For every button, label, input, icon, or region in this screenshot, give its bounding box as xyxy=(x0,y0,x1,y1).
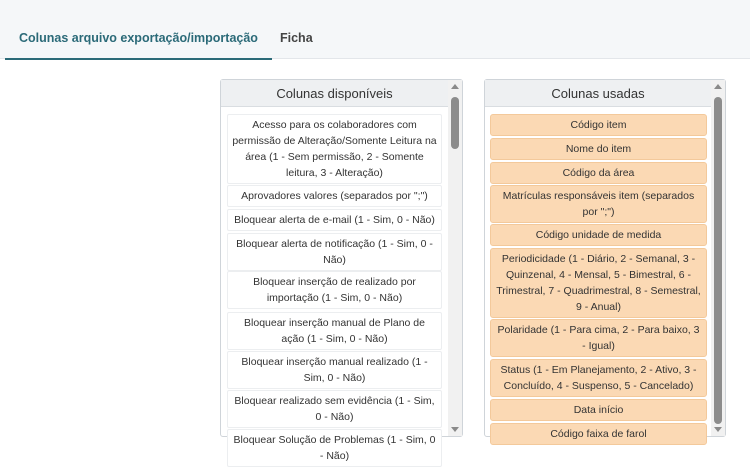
available-columns-panel xyxy=(220,79,463,462)
scroll-down-arrow-icon[interactable] xyxy=(451,427,459,432)
available-column-item[interactable]: Bloquear inserção manual realizado (1 - Sim, 0 - Não) xyxy=(227,351,442,389)
used-columns-list xyxy=(485,108,711,440)
used-columns-scrollbar[interactable] xyxy=(711,80,725,436)
tab-bar xyxy=(0,0,750,59)
available-column-item[interactable]: Bloquear alerta de e-mail (1 - Sim, 0 - Não) xyxy=(227,209,442,231)
scroll-thumb[interactable] xyxy=(451,97,459,149)
available-column-item[interactable]: Bloquear realizado sem evidência (1 - Sim, 0 - Não) xyxy=(227,390,442,428)
used-column-item[interactable]: Código faixa de farol xyxy=(490,423,707,445)
tab-ficha[interactable]: Ficha xyxy=(280,31,313,45)
used-column-item[interactable]: Polaridade (1 - Para cima, 2 - Para baixo, 3 - Igual) xyxy=(490,319,707,357)
scroll-thumb[interactable] xyxy=(714,97,722,424)
used-column-item[interactable]: Status (1 - Em Planejamento, 2 - Ativo, 3 - Concluído, 4 - Suspenso, 5 - Cancelado) xyxy=(490,359,707,397)
used-columns-panel xyxy=(484,79,726,440)
scroll-up-arrow-icon[interactable] xyxy=(451,84,459,89)
used-column-item[interactable]: Código da área xyxy=(490,162,707,184)
tab-export-import-columns[interactable]: Colunas arquivo exportação/importação xyxy=(19,0,258,59)
used-column-item[interactable]: Código unidade de medida xyxy=(490,224,707,246)
available-column-item[interactable]: Bloquear alerta de notificação (1 - Sim, 0 - Não) xyxy=(227,233,442,271)
available-column-item[interactable]: Aprovadores valores (separados por ";") xyxy=(227,185,442,207)
available-column-item[interactable]: Acesso para os colaboradores com permissão de Alteração/Somente Leitura na área (1 - Sem permissão, 2 - Somente leitura, 3 - Alteração) xyxy=(227,114,442,184)
available-columns-list xyxy=(221,108,448,462)
used-column-item[interactable]: Matrículas responsáveis item (separados por ";") xyxy=(490,185,707,223)
used-columns-title: Colunas usadas xyxy=(485,80,711,107)
available-column-item[interactable]: Bloquear Solução de Problemas (1 - Sim, 0 - Não) xyxy=(227,429,442,467)
available-columns-scrollbar[interactable] xyxy=(448,80,462,436)
used-column-item[interactable]: Nome do item xyxy=(490,138,707,160)
available-columns-title: Colunas disponíveis xyxy=(221,80,448,107)
used-column-item[interactable]: Periodicidade (1 - Diário, 2 - Semanal, 3 - Quinzenal, 4 - Mensal, 5 - Bimestral, 6 - Trimestral, 7 - Quadrimestral, 8 - Semestral, 9 - Anual) xyxy=(490,248,707,318)
used-column-item[interactable]: Código item xyxy=(490,114,707,136)
scroll-up-arrow-icon[interactable] xyxy=(714,84,722,89)
available-column-item[interactable]: Bloquear inserção de realizado por importação (1 - Sim, 0 - Não) xyxy=(227,271,442,309)
available-column-item[interactable]: Bloquear inserção manual de Plano de ação (1 - Sim, 0 - Não) xyxy=(227,312,442,350)
scroll-down-arrow-icon[interactable] xyxy=(714,427,722,432)
used-column-item[interactable]: Data início xyxy=(490,399,707,421)
